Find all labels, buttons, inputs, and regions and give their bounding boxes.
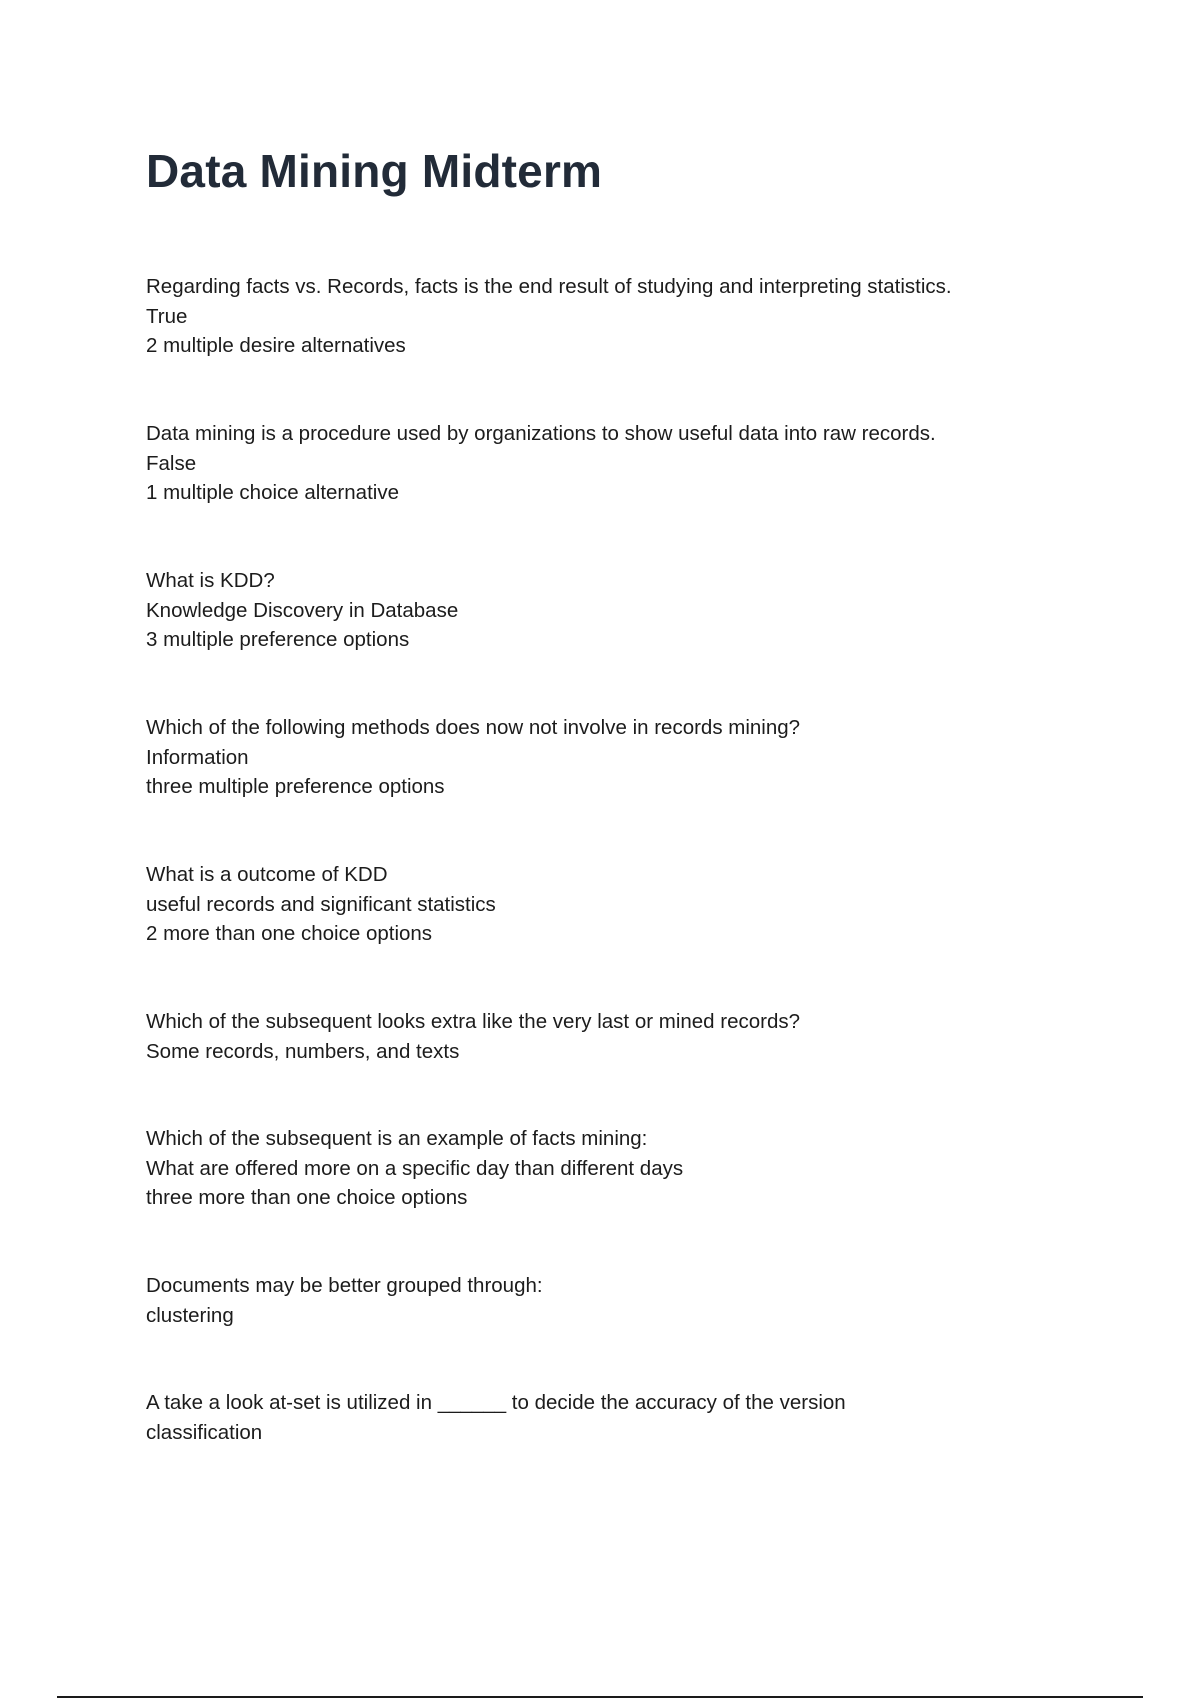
options-note: 3 multiple preference options: [146, 628, 410, 651]
answer-text: What are offered more on a specific day than different days: [146, 1156, 684, 1180]
question-text: A take a look at-set is utilized in ______ to decide the accuracy of the version: [146, 1391, 846, 1414]
answer-text: clustering: [146, 1303, 234, 1327]
answer-text: False: [146, 451, 197, 475]
answer-text: Information: [146, 745, 249, 769]
answer-text: Knowledge Discovery in Database: [146, 598, 459, 622]
question-item-8: [146, 1271, 1086, 1330]
options-note: three more than one choice options: [146, 1186, 468, 1209]
question-item-3: [146, 566, 1086, 655]
footer-divider: [57, 1696, 1143, 1698]
question-text: Which of the subsequent looks extra like the very last or mined records?: [146, 1010, 801, 1033]
question-text: What is KDD?: [146, 569, 275, 592]
question-item-9: [146, 1388, 1086, 1447]
question-text: Which of the subsequent is an example of facts mining:: [146, 1127, 648, 1150]
answer-text: classification: [146, 1420, 263, 1444]
question-item-4: [146, 713, 1086, 802]
options-note: three multiple preference options: [146, 775, 445, 798]
options-note: 1 multiple choice alternative: [146, 481, 399, 504]
question-text: Data mining is a procedure used by organizations to show useful data into raw records.: [146, 422, 936, 445]
question-text: Documents may be better grouped through:: [146, 1274, 543, 1297]
answer-text: Some records, numbers, and texts: [146, 1039, 460, 1063]
question-item-7: [146, 1124, 1086, 1213]
answer-text: True: [146, 304, 188, 328]
answer-text: useful records and significant statistics: [146, 892, 496, 916]
question-item-6: [146, 1007, 1086, 1066]
question-text: What is a outcome of KDD: [146, 863, 388, 886]
question-text: Regarding facts vs. Records, facts is the end result of studying and interpreting statistics.: [146, 275, 952, 298]
options-note: 2 more than one choice options: [146, 922, 433, 945]
question-item-2: [146, 419, 1086, 508]
question-item-1: [146, 272, 1086, 361]
page-title: Data Mining Midterm: [146, 145, 603, 197]
options-note: 2 multiple desire alternatives: [146, 334, 406, 357]
question-item-5: [146, 860, 1086, 949]
question-text: Which of the following methods does now not involve in records mining?: [146, 716, 801, 739]
